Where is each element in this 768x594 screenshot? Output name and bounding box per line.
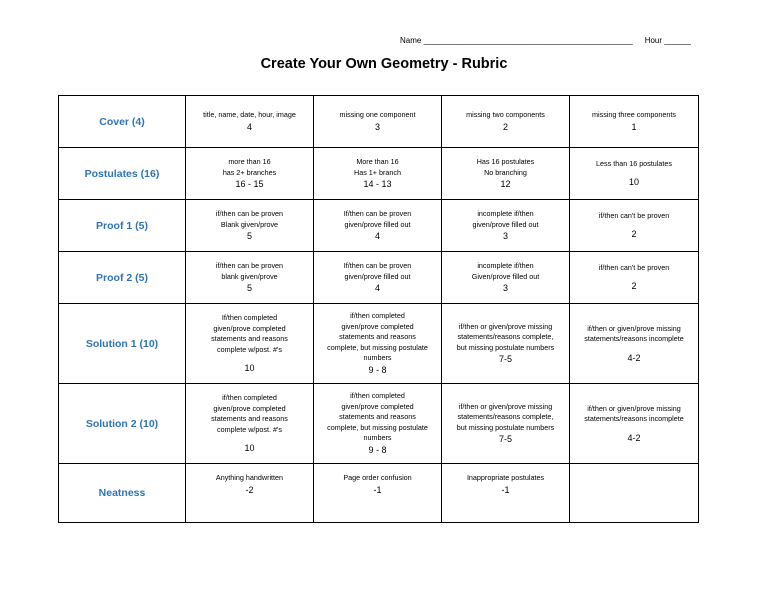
cell-description: incomplete if/then xyxy=(477,209,534,218)
rubric-table xyxy=(58,95,699,523)
cell-description: More than 16 xyxy=(356,157,399,166)
rubric-cell xyxy=(314,252,442,304)
cell-description: if/then can be proven xyxy=(215,261,284,270)
cell-description: Page order confusion xyxy=(343,473,412,482)
cell-description: if/then can be proven xyxy=(215,209,284,218)
cell-description: Has 1+ branch xyxy=(354,167,401,177)
cell-description: given/prove filled out xyxy=(472,219,539,229)
cell-description: given/prove filled out xyxy=(344,219,411,229)
rubric-cell xyxy=(442,200,570,252)
rubric-cell xyxy=(186,252,314,304)
cell-points: 4 xyxy=(374,283,380,293)
rubric-row-solution-2 xyxy=(59,384,699,464)
cell-points: 3 xyxy=(502,283,508,293)
cell-description: given/prove completed xyxy=(341,321,414,331)
cell-description: if/then or given/prove missing xyxy=(587,403,681,413)
cell-description: if/then can't be proven xyxy=(598,262,670,272)
category-solution-2: Solution 2 (10) xyxy=(59,384,186,464)
cell-points: 3 xyxy=(502,231,508,241)
cell-points: 4 xyxy=(374,231,380,241)
cell-description: numbers xyxy=(363,433,392,443)
page-title: Create Your Own Geometry - Rubric xyxy=(260,56,508,72)
cell-description: has 2+ branches xyxy=(222,167,277,177)
cell-description: statements/reasons incomplete xyxy=(584,334,684,343)
cell-description: complete w/post. #'s xyxy=(217,424,282,434)
cell-description: If/then completed xyxy=(221,313,278,322)
cell-description: complete, but missing postulate xyxy=(327,342,428,352)
cell-points: 3 xyxy=(374,121,380,132)
rubric-cell xyxy=(314,200,442,252)
cell-description: statements and reasons xyxy=(211,414,288,423)
cell-points: 4 xyxy=(246,121,252,132)
cell-description: statements/reasons incomplete xyxy=(584,414,684,423)
rubric-cell xyxy=(314,148,442,200)
rubric-cell xyxy=(570,96,699,148)
cell-description: Has 16 postulates xyxy=(476,157,535,166)
category-cover: Cover (4) xyxy=(59,96,186,148)
cell-description: statements and reasons xyxy=(339,412,416,422)
category-proof-1: Proof 1 (5) xyxy=(59,200,186,252)
cell-description: numbers xyxy=(363,353,392,363)
cell-description: Given/prove filled out xyxy=(471,271,540,281)
rubric-cell xyxy=(314,384,442,464)
category-neatness: Neatness xyxy=(59,464,186,523)
rubric-cell xyxy=(186,384,314,464)
rubric-row-solution-1 xyxy=(59,304,699,384)
hour-field-label[interactable]: Hour ______ xyxy=(644,36,691,45)
cell-description: given/prove completed xyxy=(213,323,286,333)
cell-description: complete w/post. #'s xyxy=(217,344,282,354)
cell-description: statements and reasons xyxy=(339,332,416,342)
cell-points: 7-5 xyxy=(498,354,512,365)
cell-points: 9 - 8 xyxy=(368,444,387,455)
cell-description: but missing postulate numbers xyxy=(456,422,555,432)
cell-description: No branching xyxy=(484,167,527,177)
cell-points: 5 xyxy=(246,231,252,241)
cell-points: -1 xyxy=(501,484,510,495)
rubric-cell xyxy=(570,304,699,384)
cell-points: 5 xyxy=(246,283,252,293)
cell-points: -2 xyxy=(245,484,254,495)
rubric-cell xyxy=(186,464,314,523)
cell-description: if/then completed xyxy=(350,391,405,401)
cell-description: if/then completed xyxy=(222,393,277,402)
cell-description: given/prove filled out xyxy=(344,271,411,281)
cell-description: blank given/prove xyxy=(221,271,278,281)
cell-description: but missing postulate numbers xyxy=(456,342,555,352)
cell-description: if/then or given/prove missing xyxy=(458,321,553,331)
cell-points: 9 - 8 xyxy=(368,364,387,375)
cell-description: Blank given/prove xyxy=(220,219,279,229)
cell-description: If/then can be proven xyxy=(343,261,412,270)
cell-description: incomplete if/then xyxy=(477,261,534,270)
cell-description: title, name, date, hour, image xyxy=(203,110,296,120)
cell-points: 1 xyxy=(631,121,637,132)
rubric-cell xyxy=(186,200,314,252)
rubric-cell xyxy=(570,200,699,252)
name-field-label[interactable]: Name _______________________________________________ xyxy=(400,36,633,45)
rubric-row-proof-2 xyxy=(59,252,699,304)
cell-points: 7-5 xyxy=(498,434,512,445)
rubric-cell xyxy=(314,304,442,384)
rubric-cell xyxy=(186,304,314,384)
cell-points: 12 xyxy=(500,179,511,189)
rubric-cell xyxy=(442,384,570,464)
rubric-cell xyxy=(442,304,570,384)
rubric-cell xyxy=(186,148,314,200)
cell-points: 4-2 xyxy=(627,352,641,363)
cell-points: 10 xyxy=(244,443,255,453)
cell-description: if/then can't be proven xyxy=(598,210,670,220)
cell-description: statements and reasons xyxy=(211,334,288,343)
cell-points: 2 xyxy=(631,229,637,240)
cell-points: -1 xyxy=(373,484,382,495)
cell-points: 4-2 xyxy=(627,432,641,443)
cell-points: 14 - 13 xyxy=(363,179,392,189)
rubric-cell xyxy=(314,96,442,148)
rubric-cell xyxy=(314,464,442,523)
rubric-cell xyxy=(570,384,699,464)
category-solution-1: Solution 1 (10) xyxy=(59,304,186,384)
cell-description: if/then or given/prove missing xyxy=(587,323,681,333)
cell-description: If/then can be proven xyxy=(343,209,412,218)
rubric-cell xyxy=(442,252,570,304)
rubric-cell xyxy=(186,96,314,148)
category-proof-2: Proof 2 (5) xyxy=(59,252,186,304)
cell-description: complete, but missing postulate xyxy=(327,422,428,432)
rubric-row-proof-1 xyxy=(59,200,699,252)
cell-description: Anything handwritten xyxy=(215,473,284,482)
cell-description: if/then or given/prove missing xyxy=(458,401,553,411)
rubric-cell xyxy=(570,148,699,200)
cell-description: if/then completed xyxy=(350,311,405,321)
cell-description: statements/reasons complete, xyxy=(457,332,554,342)
cell-points: 10 xyxy=(244,363,255,373)
cell-description: more than 16 xyxy=(228,157,271,166)
rubric-cell xyxy=(442,464,570,523)
cell-points: 2 xyxy=(502,121,508,132)
cell-description: given/prove completed xyxy=(341,401,414,411)
rubric-cell xyxy=(570,252,699,304)
cell-description: statements/reasons complete, xyxy=(457,412,554,422)
rubric-cell xyxy=(442,96,570,148)
rubric-row-neatness xyxy=(59,464,699,523)
cell-description: missing one component xyxy=(339,110,416,120)
cell-points: 2 xyxy=(631,281,637,292)
rubric-row-cover xyxy=(59,96,699,148)
name-hour-line xyxy=(400,36,691,45)
rubric-cell xyxy=(442,148,570,200)
cell-points: 16 - 15 xyxy=(235,179,264,189)
category-postulates: Postulates (16) xyxy=(59,148,186,200)
cell-points: 10 xyxy=(628,177,639,188)
rubric-row-postulates xyxy=(59,148,699,200)
cell-description: given/prove completed xyxy=(213,403,286,413)
cell-description: Inappropriate postulates xyxy=(466,473,545,482)
rubric-cell xyxy=(570,464,699,523)
cell-description: missing two components xyxy=(466,110,545,120)
cell-description: Less than 16 postulates xyxy=(596,158,672,168)
cell-description: missing three components xyxy=(592,110,676,120)
